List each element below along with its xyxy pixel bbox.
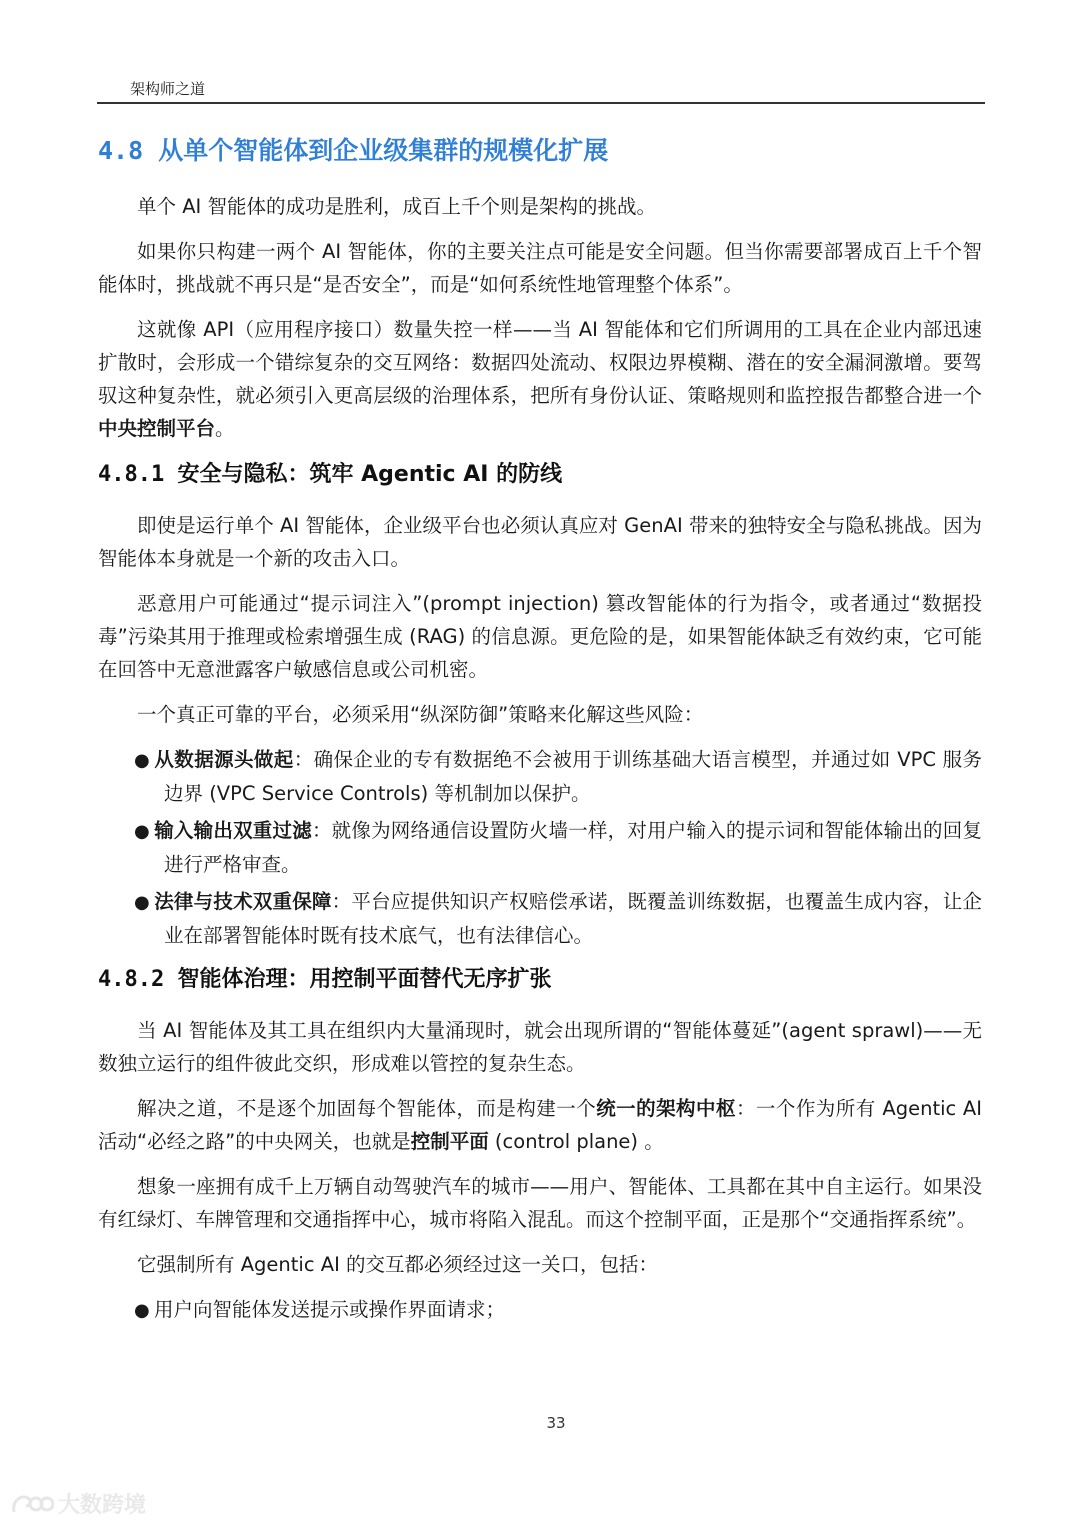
sub2-paragraph-1: 当 AI 智能体及其工具在组织内大量涌现时，就会出现所谓的“智能体蔓延”(agent sprawl)——无数独立运行的组件彼此交织，形成难以管控的复杂生态。 — [98, 1019, 982, 1075]
sub2-paragraph-4: 它强制所有 Agentic AI 的交互都必须经过这一关口，包括： — [137, 1253, 659, 1276]
sub2-p2-bold-1: 统一的架构中枢 — [596, 1097, 736, 1120]
list-item — [98, 885, 982, 952]
watermark — [10, 1488, 146, 1519]
subsection-heading-2 — [98, 962, 982, 998]
intro-paragraph-2: 如果你只构建一两个 AI 智能体，你的主要关注点可能是安全问题。但当你需要部署成百上千个智能体时，挑战就不再只是“是否安全”，而是“如何系统性地管理整个体系”。 — [98, 240, 982, 296]
subsection-number-1: 4.8.1 — [98, 462, 165, 487]
section-heading — [98, 130, 982, 172]
sub2-p2-a: 解决之道，不是逐个加固每个智能体，而是构建一个 — [137, 1097, 597, 1120]
sub2-p2-bold-2: 控制平面 — [410, 1130, 489, 1153]
bullet-text: 用户向智能体发送提示或操作界面请求； — [154, 1298, 506, 1321]
page-number: 33 — [546, 1414, 566, 1432]
bullet-bold-term: 输入输出双重过滤 — [154, 819, 312, 842]
subsection-heading-1 — [98, 457, 982, 493]
bullet-text: ：就像为网络通信设置防火墙一样，对用户输入的提示词和智能体输出的回复进行严格审查。 — [164, 819, 982, 876]
control-plane-bullet-list — [98, 1293, 982, 1327]
bullet-text: ：确保企业的专有数据绝不会被用于训练基础大语言模型，并通过如 VPC 服务边界 (VPC Service Controls) 等机制加以保护。 — [164, 748, 982, 805]
sub2-paragraph-3: 想象一座拥有成千上万辆自动驾驶汽车的城市——用户、智能体、工具都在其中自主运行。如果没有红绿灯、车牌管理和交通指挥中心，城市将陷入混乱。而这个控制平面，正是那个“交通指挥系统”。 — [98, 1175, 982, 1231]
header-divider — [97, 102, 985, 104]
intro-paragraph-3-text: 这就像 API（应用程序接口）数量失控一样——当 AI 智能体和它们所调用的工具在企业内部迅速扩散时，会形成一个错综复杂的交互网络：数据四处流动、权限边界模糊、潜在的安全漏洞激增。要驾驭这种复杂性，就必须引入更高层级的治理体系，把所有身份认证、策略规则和监控报告都整合进一个 — [98, 318, 982, 407]
subsection-title-1: 安全与隐私：筑牢 Agentic AI 的防线 — [177, 462, 563, 487]
bullet-dot-icon: ● — [134, 1300, 150, 1321]
bullet-text: ：平台应提供知识产权赔偿承诺，既覆盖训练数据，也覆盖生成内容，让企业在部署智能体时既有技术底气，也有法律信心。 — [164, 890, 982, 947]
page-content — [98, 130, 982, 1337]
section-title: 从单个智能体到企业级集群的规模化扩展 — [158, 136, 609, 165]
defense-bullet-list — [98, 743, 982, 952]
list-item — [98, 1293, 982, 1327]
bullet-bold-term: 从数据源头做起 — [154, 748, 294, 771]
bullet-dot-icon: ● — [134, 821, 150, 842]
watermark-logo-icon — [10, 1490, 54, 1518]
bullet-dot-icon: ● — [134, 892, 150, 913]
intro-end: 。 — [215, 417, 235, 440]
subsection-title-2: 智能体治理：用控制平面替代无序扩张 — [177, 967, 552, 992]
sub1-paragraph-2: 恶意用户可能通过“提示词注入”(prompt injection) 篡改智能体的行为指令，或者通过“数据投毒”污染其用于推理或检索增强生成 (RAG) 的信息源。更危险的是，如果智能体缺乏有效约束，它可能在回答中无意泄露客户敏感信息或公司机密。 — [98, 592, 982, 681]
sub1-paragraph-1: 即使是运行单个 AI 智能体，企业级平台也必须认真应对 GenAI 带来的独特安全与隐私挑战。因为智能体本身就是一个新的攻击入口。 — [98, 514, 982, 570]
list-item — [98, 814, 982, 881]
sub2-paragraph-2 — [98, 1092, 982, 1158]
intro-paragraph-1: 单个 AI 智能体的成功是胜利，成百上千个则是架构的挑战。 — [137, 195, 656, 218]
running-header: 架构师之道 — [130, 80, 206, 98]
intro-paragraph-3 — [98, 313, 982, 445]
sub2-p2-c: ：一个作为所有 Agentic AI 活动“必经之路”的中央网关，也就是 — [98, 1097, 982, 1153]
sub2-p2-e: (control plane) 。 — [488, 1130, 664, 1153]
list-item — [98, 743, 982, 810]
section-number: 4.8 — [98, 136, 144, 165]
bullet-dot-icon: ● — [134, 750, 150, 771]
watermark-text: 大数跨境 — [58, 1493, 147, 1518]
bullet-bold-term: 法律与技术双重保障 — [154, 890, 332, 913]
subsection-number-2: 4.8.2 — [98, 967, 165, 992]
intro-bold-term: 中央控制平台 — [98, 417, 216, 440]
sub1-paragraph-3: 一个真正可靠的平台，必须采用“纵深防御”策略来化解这些风险： — [137, 703, 704, 726]
